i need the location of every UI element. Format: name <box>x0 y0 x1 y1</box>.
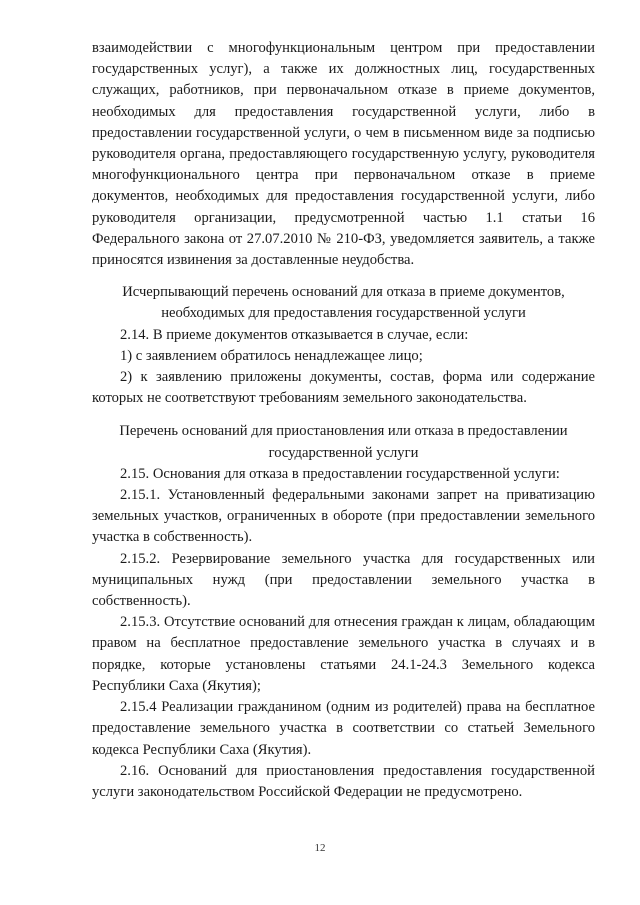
paragraph-2-15: 2.15. Основания для отказа в предоставлении государственной услуги: <box>120 465 560 482</box>
heading-line: государственной услуги <box>268 444 419 461</box>
heading-line: необходимых для предоставления государственной услуги <box>161 305 526 322</box>
paragraph-continuation: взаимодействии с многофункциональным центром при предоставлении государственных услуг), а также их должностных лиц, государственных служащих, работников, при первоначальном отказе в приеме документов, необходимых для предоставления государственной услуги, либо в предоставлении государственной услуги, о чем в письменном виде за подписью руководителя органа, предоставляющего государственную услугу, руководителя многофункционального центра при первоначальном отказе в приеме документов, необходимых для предоставления государственной услуги, либо руководителя организации, предусмотренной частью 1.1 статьи 16 Федерального закона от 27.07.2010 № 210-ФЗ, уведомляется заявитель, а также приносятся извинения за доставленные неудобства. <box>92 40 595 269</box>
heading-line: Перечень оснований для приостановления или отказа в предоставлении <box>119 423 568 440</box>
paragraph-2-16: 2.16. Оснований для приостановления предоставления государственной услуги законодательством Российской Федерации не предусмотрено. <box>92 762 595 800</box>
paragraph-list-item-1: 1) с заявлением обратилось ненадлежащее лицо; <box>120 347 423 364</box>
section-heading-refusal-documents <box>92 282 595 324</box>
paragraph-2-15-1: 2.15.1. Установленный федеральными законами запрет на приватизацию земельных участков, ограниченных в обороте (при предоставлении земельного участка в собственность). <box>92 487 595 546</box>
page-number: 12 <box>314 842 326 854</box>
paragraph-2-15-3: 2.15.3. Отсутствие оснований для отнесения граждан к лицам, обладающим правом на бесплатное предоставление земельного участка в случаях и в порядке, которые установлены статьями 24.1-24.3 Земельного кодекса Республики Саха (Якутия); <box>92 614 595 694</box>
section-heading-suspension-refusal <box>92 421 595 463</box>
paragraph-2-15-4: 2.15.4 Реализации гражданином (одним из родителей) права на бесплатное предоставление земельного участка в соответствии со статьей Земельного кодекса Республики Саха (Якутия). <box>92 699 595 758</box>
paragraph-2-15-2: 2.15.2. Резервирование земельного участка для государственных или муниципальных нужд (при предоставлении земельного участка в собственность). <box>92 550 595 610</box>
paragraph-list-item-2: 2) к заявлению приложены документы, состав, форма или содержание которых не соответствуют требованиям земельного законодательства. <box>92 369 595 407</box>
document-body <box>92 38 595 803</box>
paragraph-2-14: 2.14. В приеме документов отказывается в случае, если: <box>120 326 469 343</box>
heading-line: Исчерпывающий перечень оснований для отказа в приеме документов, <box>122 284 565 301</box>
